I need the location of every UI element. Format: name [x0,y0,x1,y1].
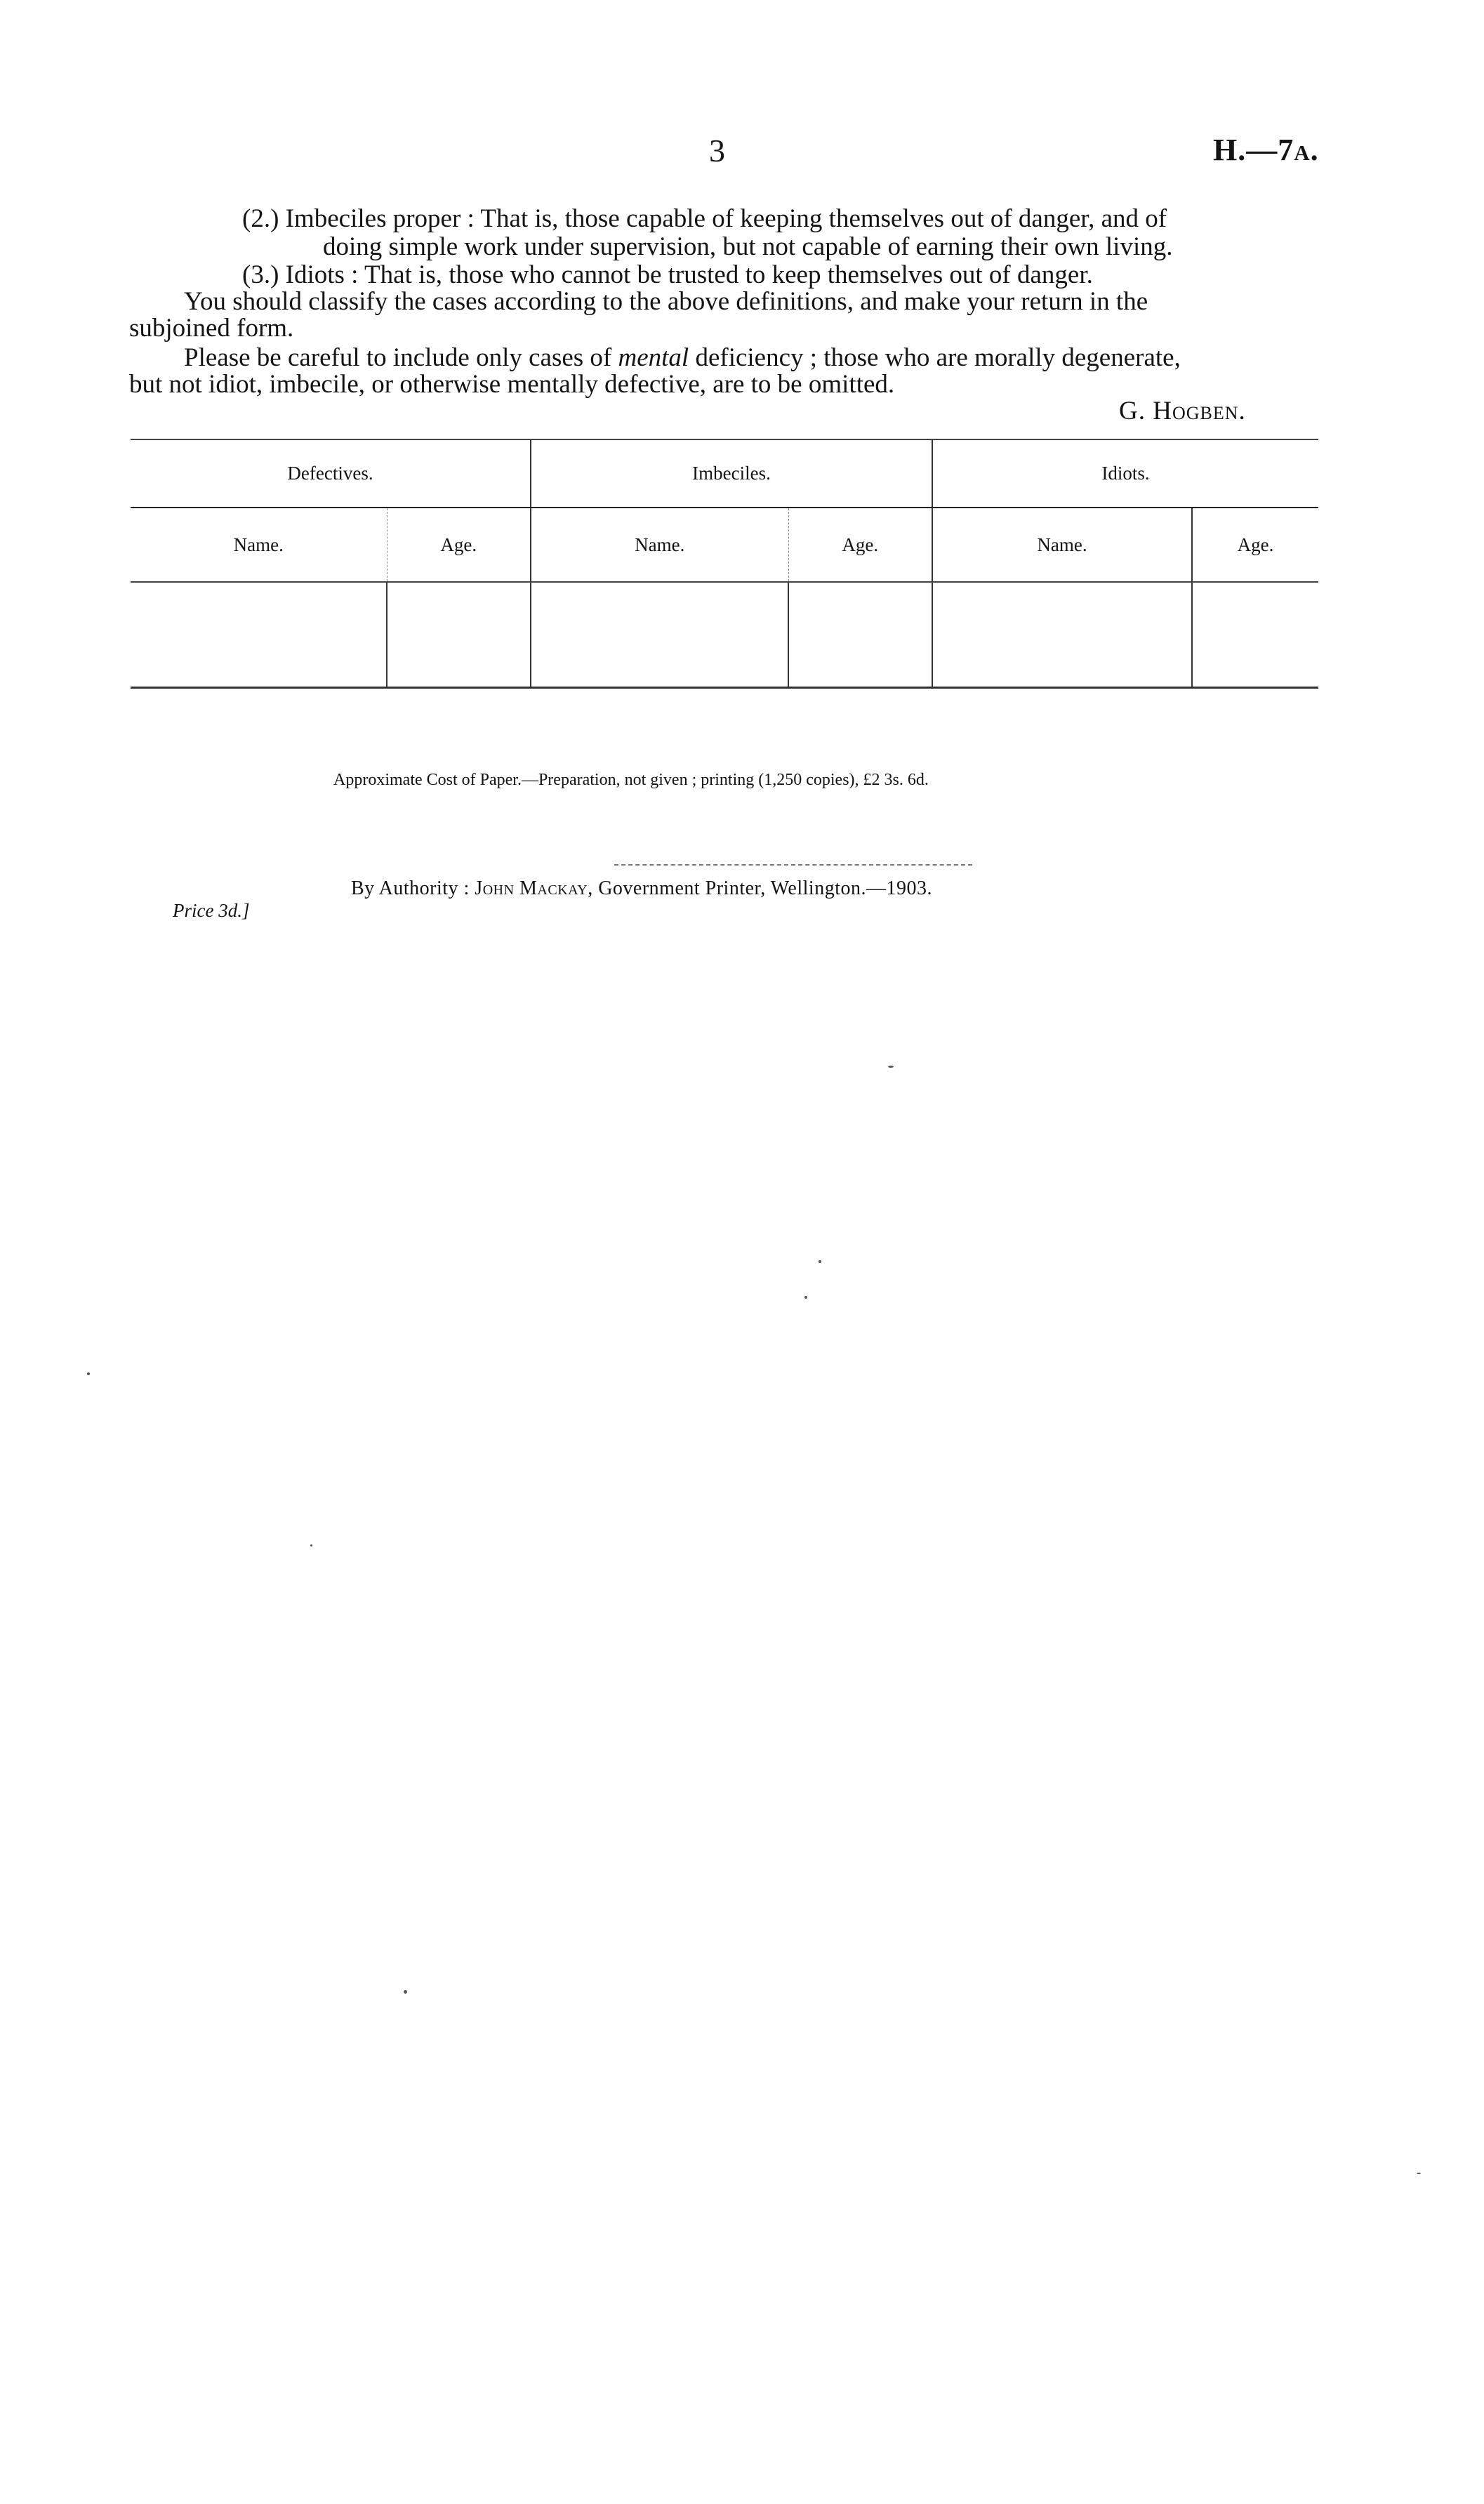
authority-prefix: By Authority : [351,877,470,899]
signature: G. Hogben. [1119,397,1246,425]
document-reference: H.—7a. [1213,133,1319,167]
scan-speck [819,1260,821,1263]
scan-speck [404,1990,407,1994]
price-note: Price 3d.] [173,900,250,921]
item-3-line [242,261,1093,289]
table-group-header-row [131,439,1318,508]
table-row [131,582,1318,688]
defectives-age-cell [387,582,531,688]
scan-speck [804,1296,807,1299]
defectives-name-header: Name. [131,508,387,582]
authority-rest: , Government Printer, Wellington.—1903. [588,877,932,899]
imbeciles-age-header: Age. [788,508,932,582]
table-subheader-row [131,508,1318,582]
careful-line-2: but not idiot, imbecile, or otherwise mentally defective, are to be omitted. [129,370,895,399]
careful-post: deficiency ; those who are morally degenerate, [695,343,1181,372]
return-form-table [131,439,1318,689]
header-idiots: Idiots. [932,439,1318,508]
cost-of-paper-note: Approximate Cost of Paper.—Preparation, not given ; printing (1,250 copies), £2 3s. 6d. [333,771,929,789]
idiots-age-cell [1192,582,1318,688]
careful-line-1 [184,344,1181,372]
careful-emphasis: mental [618,343,689,372]
page-number: 3 [709,133,725,168]
imbeciles-name-cell [531,582,788,688]
scan-speck [310,1544,312,1546]
item-2-line-2: doing simple work under supervision, but not capable of earning their own living. [323,232,1173,261]
item-3-text: That is, those who cannot be trusted to keep themselves out of danger. [364,260,1093,289]
footer-divider [614,864,972,866]
imbeciles-age-cell [788,582,932,688]
idiots-name-header: Name. [932,508,1192,582]
defectives-age-header: Age. [387,508,531,582]
defectives-name-cell [131,582,387,688]
header-imbeciles: Imbeciles. [531,439,932,508]
item-2-prefix: (2.) Imbeciles proper : [242,204,475,233]
scan-speck [1417,2173,1421,2174]
item-2-text: That is, those capable of keeping themselves out of danger, and of [480,204,1167,233]
classify-line-1: You should classify the cases according to the above definitions, and make your return in the [184,287,1148,316]
item-3-prefix: (3.) Idiots : [242,260,359,289]
scan-speck [888,1066,894,1068]
careful-pre: Please be careful to include only cases of [184,343,612,372]
printer-name: John Mackay [475,877,588,899]
scan-speck [87,1372,90,1375]
header-defectives: Defectives. [131,439,531,508]
idiots-name-cell [932,582,1192,688]
printer-authority [351,877,932,900]
idiots-age-header: Age. [1192,508,1318,582]
classify-line-2: subjoined form. [129,314,294,343]
imbeciles-name-header: Name. [531,508,788,582]
item-2-line-1 [242,205,1167,233]
